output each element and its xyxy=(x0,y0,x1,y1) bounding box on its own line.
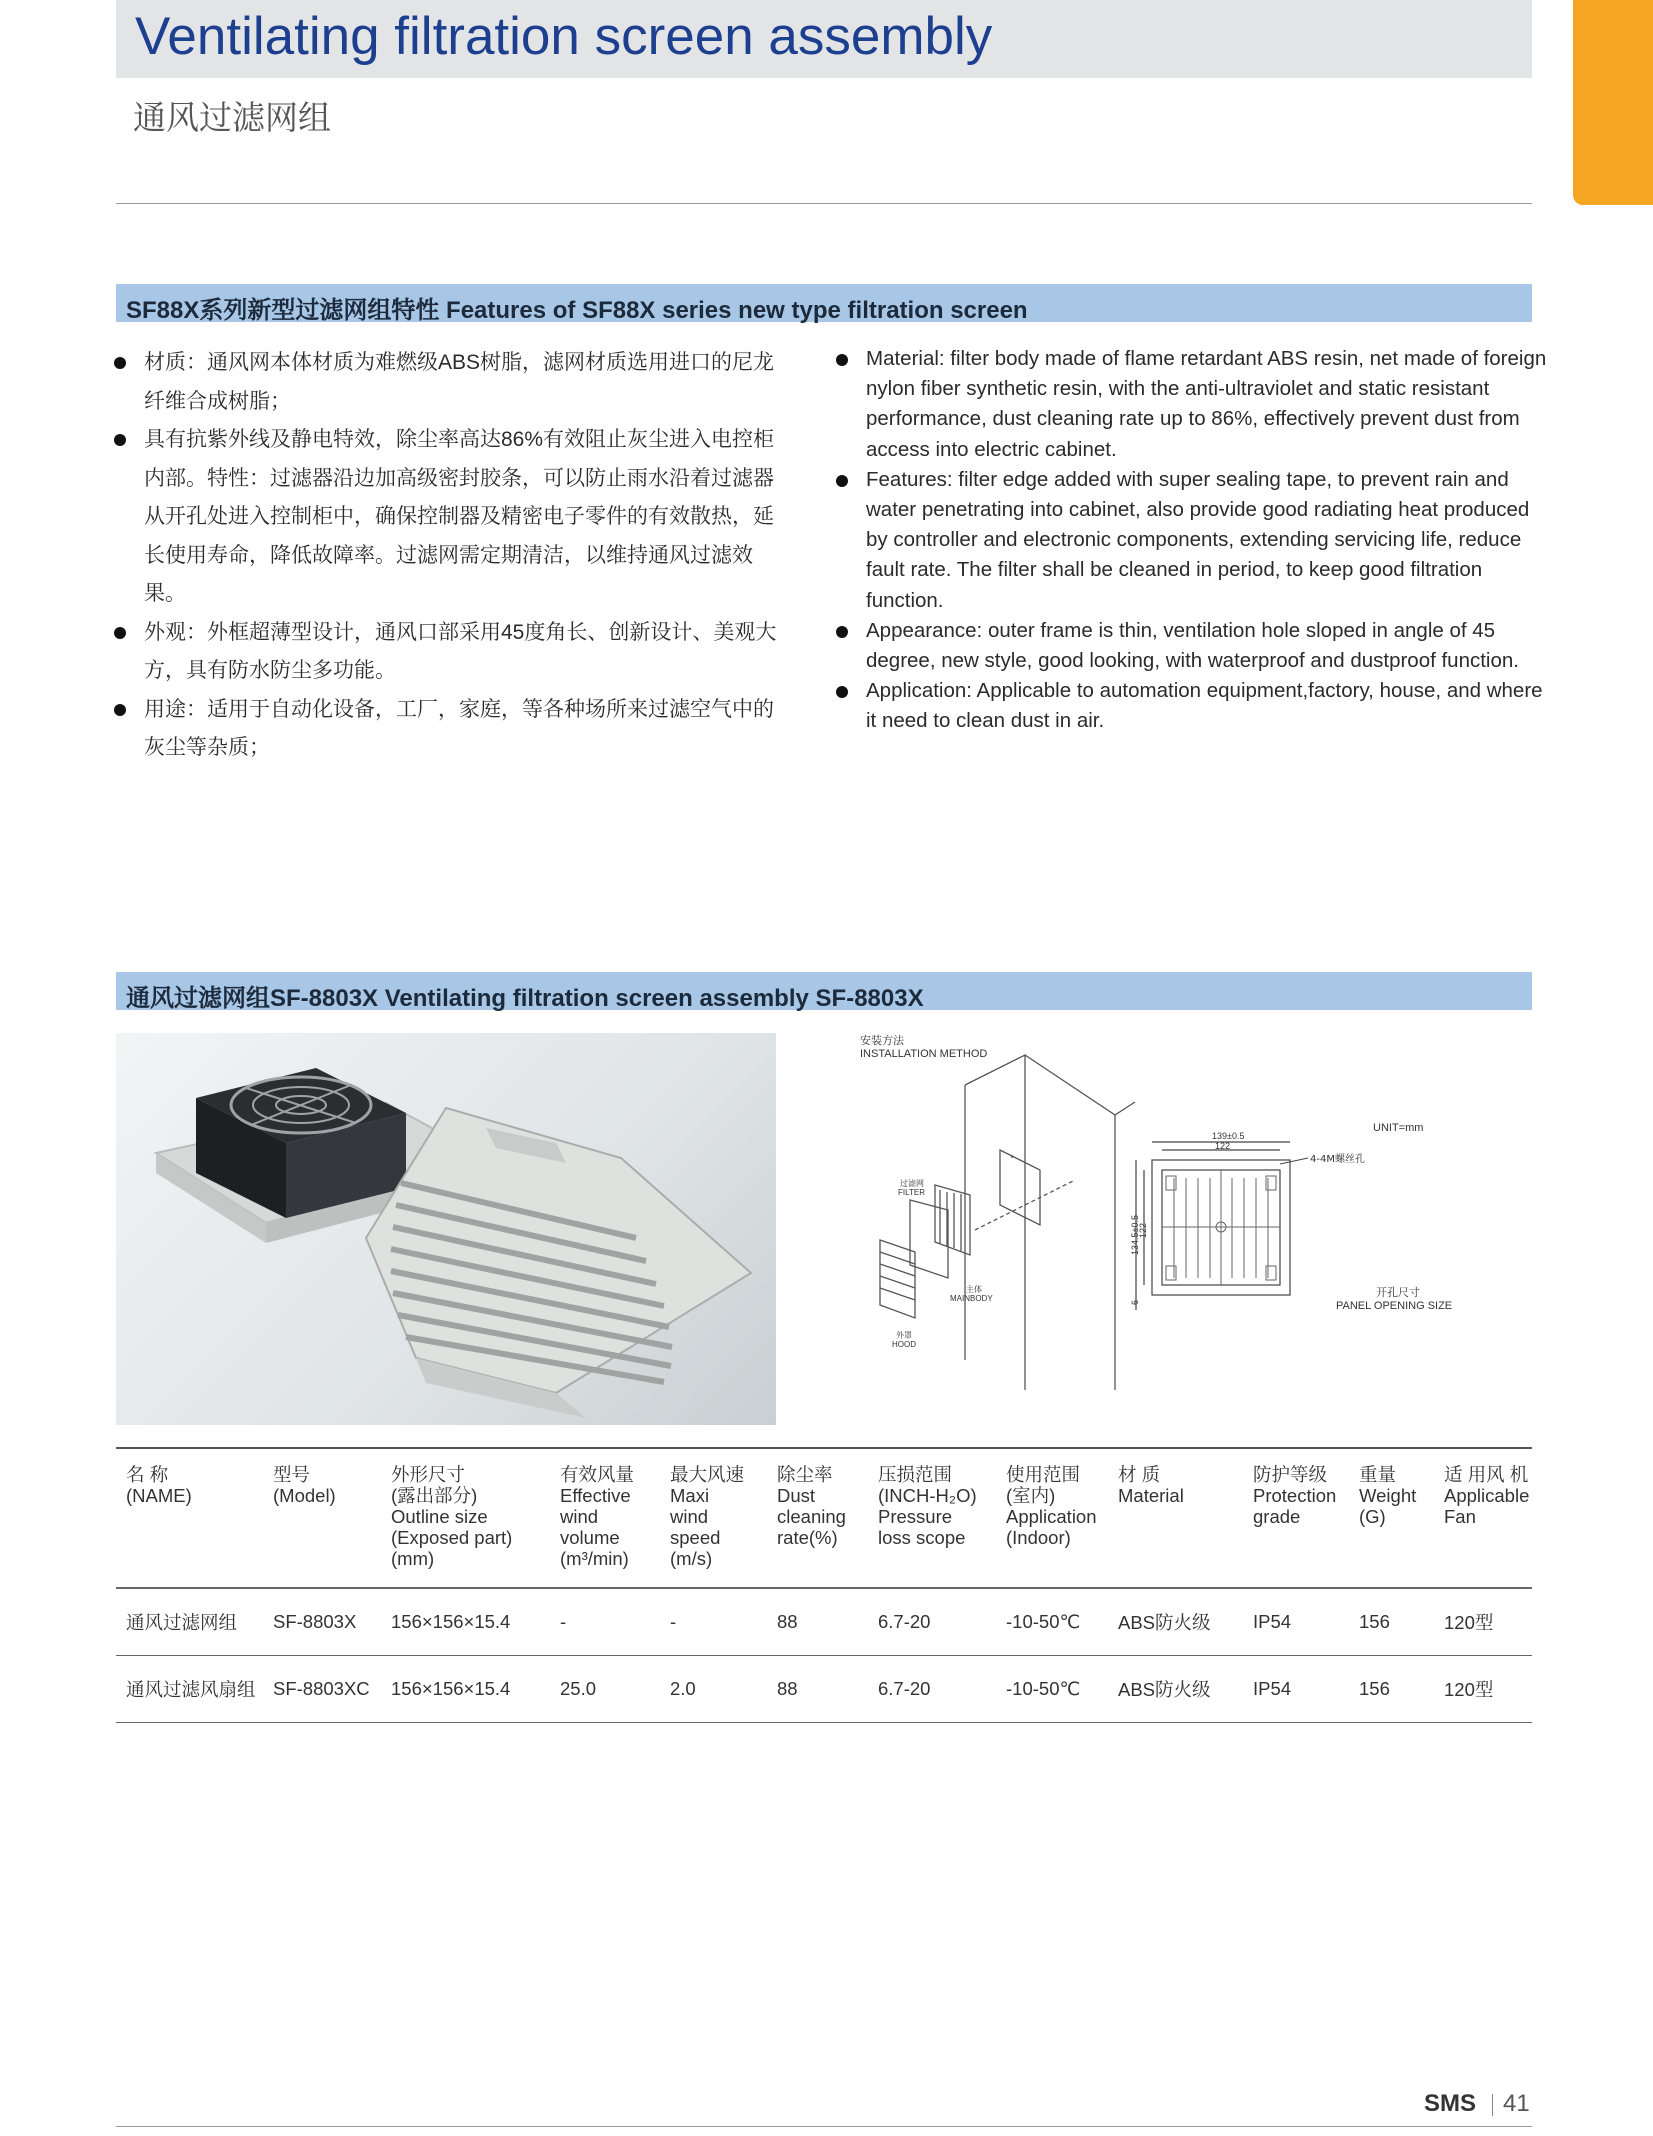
column-header-line: Pressure xyxy=(878,1506,953,1527)
bullet-icon xyxy=(836,354,848,366)
column-header-line: (INCH-H₂O) xyxy=(878,1485,977,1506)
hood-en-label: HOOD xyxy=(892,1340,916,1349)
hood-cn-label: 外罩 xyxy=(896,1331,912,1340)
spec-table xyxy=(116,1447,1532,1723)
install-cn-label: 安装方法 xyxy=(860,1034,904,1047)
table-row xyxy=(116,1588,1532,1656)
column-header-line: 除尘率 xyxy=(777,1464,833,1485)
column-header xyxy=(116,1448,263,1588)
bullet-icon xyxy=(836,475,848,487)
table-cell: IP54 xyxy=(1243,1656,1349,1723)
table-cell: - xyxy=(660,1588,767,1656)
footer-separator xyxy=(1492,2094,1493,2116)
bullet-icon xyxy=(836,626,848,638)
table-row xyxy=(116,1656,1532,1723)
table-header-row xyxy=(116,1448,1532,1588)
table-cell: 120型 xyxy=(1434,1656,1532,1723)
column-header-line: (m³/min) xyxy=(560,1548,629,1569)
table-cell: 25.0 xyxy=(550,1656,660,1723)
column-header xyxy=(996,1448,1108,1588)
table-cell: -10-50℃ xyxy=(996,1656,1108,1723)
unit-label: UNIT=mm xyxy=(1373,1122,1424,1134)
panel-cn-label: 开孔尺寸 xyxy=(1376,1286,1420,1299)
table-cell: 通风过滤网组 xyxy=(116,1588,263,1656)
column-header-line: (mm) xyxy=(391,1548,435,1569)
list-item: 材质：通风网本体材质为难燃级ABS树脂，滤网材质选用进口的尼龙纤维合成树脂； xyxy=(114,344,794,421)
column-header-line: Applicable xyxy=(1444,1485,1530,1506)
column-header xyxy=(550,1448,660,1588)
dim-width-outer: 139±0.5 xyxy=(1212,1131,1245,1141)
list-item: 具有抗紫外线及静电特效，除尘率高达86%有效阻止灰尘进入电控柜内部。特性：过滤器沿边加高级密封胶条，可以防止雨水沿着过滤器从开孔处进入控制柜中，确保控制器及精密电子零件的有效散热，延长使用寿命，降低故障率。过滤网需定期清洁，以维持通风过滤效果。 xyxy=(114,421,794,614)
column-header-line: Weight xyxy=(1359,1485,1417,1506)
column-header-line: 防护等级 xyxy=(1253,1464,1328,1485)
column-header-line: cleaning xyxy=(777,1506,846,1527)
column-header-line: Fan xyxy=(1444,1506,1476,1527)
table-cell: IP54 xyxy=(1243,1588,1349,1656)
filter-en-label: FILTER xyxy=(898,1188,925,1197)
column-header-line: Maxi xyxy=(670,1485,710,1506)
table-cell: 88 xyxy=(767,1588,868,1656)
column-header-line: 名 称 xyxy=(126,1464,169,1485)
table-cell: ABS防火级 xyxy=(1108,1656,1243,1723)
table-cell: 156 xyxy=(1349,1656,1434,1723)
footer-divider xyxy=(116,2126,1532,2127)
table-cell: 156×156×15.4 xyxy=(381,1588,550,1656)
column-header-line: 适 用风 机 xyxy=(1444,1464,1529,1485)
table-cell: 88 xyxy=(767,1656,868,1723)
bullet-icon xyxy=(114,627,126,639)
orange-side-tab xyxy=(1573,0,1653,205)
table-cell: 6.7-20 xyxy=(868,1656,996,1723)
bullet-icon xyxy=(114,704,126,716)
column-header-line: (Indoor) xyxy=(1006,1527,1071,1548)
screw-holes-label: 4-4M螺丝孔 xyxy=(1310,1154,1365,1165)
dim-small: 6 xyxy=(1130,1299,1140,1305)
list-item: 外观：外框超薄型设计，通风口部采用45度角长、创新设计、美观大方，具有防水防尘多功能。 xyxy=(114,614,794,691)
column-header-line: rate(%) xyxy=(777,1527,838,1548)
table-cell: 6.7-20 xyxy=(868,1588,996,1656)
column-header-line: 使用范围 xyxy=(1006,1464,1081,1485)
brand-logo: SMS xyxy=(1424,2090,1477,2117)
mainbody-cn-label: 主体 xyxy=(966,1285,982,1294)
column-header xyxy=(381,1448,550,1588)
bullet-icon xyxy=(836,686,848,698)
column-header-line: Application xyxy=(1006,1506,1097,1527)
table-body xyxy=(116,1588,1532,1723)
table-cell: SF-8803XC xyxy=(263,1656,381,1723)
column-header-line: grade xyxy=(1253,1506,1301,1527)
table-cell: -10-50℃ xyxy=(996,1588,1108,1656)
page-title: Ventilating filtration screen assembly xyxy=(135,7,993,66)
column-header-line: 压损范围 xyxy=(878,1464,953,1485)
column-header-line: (Exposed part) xyxy=(391,1527,513,1548)
list-item: Features: filter edge added with super sealing tape, to prevent rain and water penetrating into cabinet, also provide good radiating heat produced by controller and electronic components, extending servicing life, reduce fault rate. The filter shall be cleaned in period, to keep good filtration function. xyxy=(836,465,1548,616)
column-header xyxy=(1108,1448,1243,1588)
table-cell: 通风过滤风扇组 xyxy=(116,1656,263,1723)
column-header xyxy=(767,1448,868,1588)
column-header-line: Material xyxy=(1118,1485,1184,1506)
column-header xyxy=(660,1448,767,1588)
column-header xyxy=(263,1448,381,1588)
column-header-line: 最大风速 xyxy=(670,1464,745,1485)
column-header-line: wind xyxy=(670,1506,709,1527)
dim-height-inner: 122 xyxy=(1138,1222,1148,1238)
header-divider xyxy=(116,203,1532,204)
column-header-line: 材 质 xyxy=(1118,1464,1161,1485)
list-item: 用途：适用于自动化设备，工厂，家庭，等各种场所来过滤空气中的灰尘等杂质； xyxy=(114,691,794,768)
column-header-line: 型号 xyxy=(273,1464,311,1485)
installation-diagram xyxy=(840,1030,1490,1390)
column-header xyxy=(1349,1448,1434,1588)
filter-cn-label: 过滤网 xyxy=(900,1179,924,1188)
table-cell: 156 xyxy=(1349,1588,1434,1656)
column-header-line: (露出部分) xyxy=(391,1485,478,1506)
bullet-icon xyxy=(114,434,126,446)
column-header-line: 外形尺寸 xyxy=(391,1464,466,1485)
column-header-line: wind xyxy=(560,1506,599,1527)
column-header-line: (m/s) xyxy=(670,1548,713,1569)
product-heading: 通风过滤网组SF-8803X Ventilating filtration screen assembly SF-8803X xyxy=(126,985,924,1012)
column-header-line: Effective xyxy=(560,1485,631,1506)
list-item: Application: Applicable to automation equipment,factory, house, and where it need to clean dust in air. xyxy=(836,676,1548,736)
column-header-line: Dust xyxy=(777,1485,816,1506)
table-cell: SF-8803X xyxy=(263,1588,381,1656)
column-header-line: volume xyxy=(560,1527,620,1548)
column-header xyxy=(1434,1448,1532,1588)
bullet-icon xyxy=(114,357,126,369)
table-cell: 120型 xyxy=(1434,1588,1532,1656)
table-cell: ABS防火级 xyxy=(1108,1588,1243,1656)
mainbody-en-label: MAINBODY xyxy=(950,1294,993,1303)
column-header-line: (NAME) xyxy=(126,1485,192,1506)
table-cell: 2.0 xyxy=(660,1656,767,1723)
page-number: 41 xyxy=(1503,2090,1530,2117)
column-header-line: speed xyxy=(670,1527,721,1548)
features-en-list xyxy=(836,344,1548,737)
column-header-line: (室内) xyxy=(1006,1485,1056,1506)
column-header-line: Protection xyxy=(1253,1485,1337,1506)
column-header-line: (Model) xyxy=(273,1485,336,1506)
column-header-line: 有效风量 xyxy=(560,1464,635,1485)
install-en-label: INSTALLATION METHOD xyxy=(860,1048,988,1060)
list-item: Material: filter body made of flame retardant ABS resin, net made of foreign nylon fiber synthetic resin, with the anti-ultraviolet and static resistant performance, dust cleaning rate up to 86%, effectively prevent dust from access into electric cabinet. xyxy=(836,344,1548,465)
features-cn-list xyxy=(114,344,794,768)
product-photo-illustration xyxy=(116,1033,776,1425)
column-header xyxy=(868,1448,996,1588)
column-header xyxy=(1243,1448,1349,1588)
table-cell: - xyxy=(550,1588,660,1656)
dim-width-inner: 122 xyxy=(1215,1141,1231,1151)
table-cell: 156×156×15.4 xyxy=(381,1656,550,1723)
product-photo xyxy=(116,1033,776,1425)
page-subtitle: 通风过滤网组 xyxy=(133,99,331,136)
dim-height-outer: 134.5±0.5 xyxy=(1130,1215,1140,1255)
column-header-line: Outline size xyxy=(391,1506,488,1527)
column-header-line: 重量 xyxy=(1359,1464,1397,1485)
features-heading: SF88X系列新型过滤网组特性 Features of SF88X series new type filtration screen xyxy=(126,297,1028,324)
panel-en-label: PANEL OPENING SIZE xyxy=(1336,1300,1453,1312)
column-header-line: (G) xyxy=(1359,1506,1386,1527)
list-item: Appearance: outer frame is thin, ventilation hole sloped in angle of 45 degree, new style, good looking, with waterproof and dustproof function. xyxy=(836,616,1548,676)
column-header-line: loss scope xyxy=(878,1527,966,1548)
